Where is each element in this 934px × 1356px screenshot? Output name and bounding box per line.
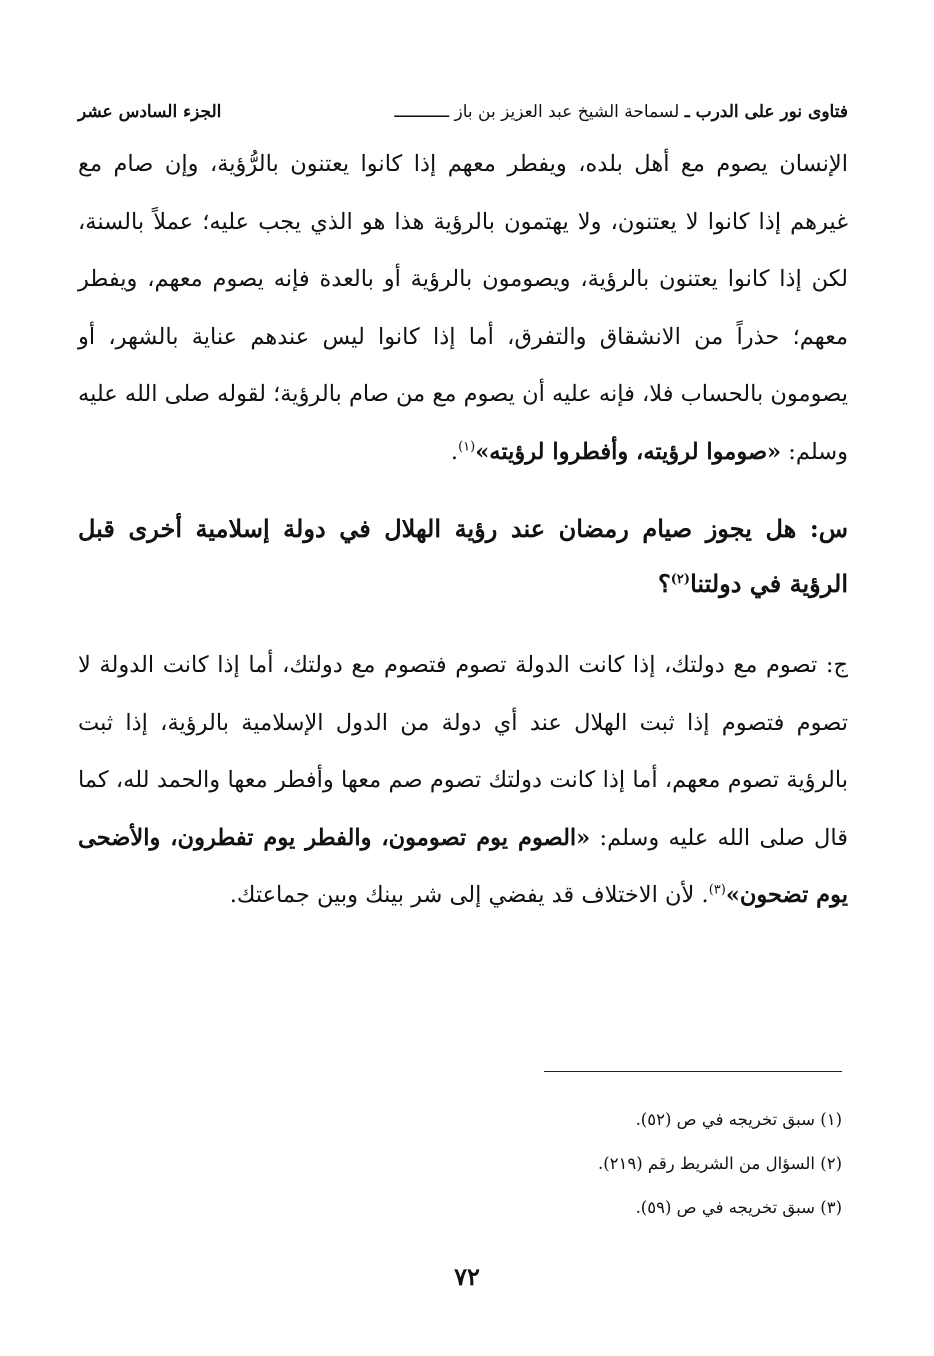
footnote-ref-1: (١) bbox=[458, 439, 476, 454]
footnote-ref-2: (٢) bbox=[670, 572, 691, 587]
footnote-3: (٣) سبق تخريجه في ص (٥٩). bbox=[635, 1198, 842, 1217]
footnote-separator bbox=[544, 1071, 842, 1072]
page-number: ٧٢ bbox=[454, 1262, 480, 1291]
footnote-2: (٢) السؤال من الشريط رقم (٢١٩). bbox=[597, 1154, 842, 1173]
header-author: لسماحة الشيخ عبد العزيز بن باز ـــــــــــ bbox=[394, 102, 685, 122]
running-header bbox=[78, 92, 848, 132]
footnote-1: (١) سبق تخريجه في ص (٥٢). bbox=[635, 1110, 842, 1129]
hadith-quote-2: «الصوم يوم تصومون، والفطر يوم تفطرون، والأضحى يوم تضحون» bbox=[78, 824, 848, 908]
question-text: س: هل يجوز صيام رمضان عند رؤية الهلال في دولة إسلامية أخرى قبل الرؤية في دولتنا bbox=[78, 514, 848, 598]
answer bbox=[78, 637, 848, 925]
answer-text: ج: تصوم مع دولتك، إذا كانت الدولة تصوم فتصوم مع دولتك، أما إذا كانت الدولة لا تصوم فتصوم إذا ثبت الهلال عند أي دولة من الدول الإسلامية بالرؤية، إذا ثبت بالرؤية تصوم معهم، أما إذا كانت دولتك تصوم صم معها وأفطر معها والحمد لله، كما قال صلى الله عليه وسلم: bbox=[78, 652, 849, 851]
paragraph-1: الإنسان يصوم مع أهل بلده، ويفطر معهم إذا كانوا يعتنون بالرُّؤية، وإن صام مع غيرهم إذا كانوا لا يعتنون، ولا يهتمون بالرؤية هذا هو الذي يجب عليه؛ عملاً بالسنة، لكن إذا كانوا يعتنون بالرؤية، ويصومون بالرؤية أو بالعدة فإنه يصوم معهم، ويفطر معهم؛ حذراً من الانشقاق والتفرق، أما إذا كانوا ليس عندهم عناية بالشهر، أو يصومون بالحساب فلا، فإنه عليه أن يصوم مع من صام بالرؤية؛ لقوله صلى الله عليه وسلم: «صوموا لرؤيته، وأفطروا لرؤيته»$^{(١)}$. bbox=[78, 151, 848, 465]
footnote-ref-3: (٣) bbox=[708, 882, 726, 898]
question: س: هل يجوز صيام رمضان عند رؤية الهلال في دولة إسلامية أخرى قبل الرؤية في دولتنا$^{(٢)}$؟ bbox=[78, 514, 848, 598]
paragraph-1-text: الإنسان يصوم مع أهل بلده، ويفطر معهم إذا كانوا يعتنون بالرُّؤية، وإن صام مع غيرهم إذا كانوا لا يعتنون، ولا يهتمون بالرؤية هذا هو الذي يجب عليه؛ عملاً بالسنة، لكن إذا كانوا يعتنون بالرؤية، ويصومون بالرؤية أو بالعدة فإنه يصوم معهم، ويفطر معهم؛ حذراً من الانشقاق والتفرق، أما إذا كانوا ليس عندهم عناية بالشهر، أو يصومون بالحساب فلا، فإنه عليه أن يصوم مع من صام بالرؤية؛ لقوله صلى الله عليه وسلم: bbox=[78, 151, 848, 465]
hadith-quote-1: «صوموا لرؤيته، وأفطروا لرؤيته» bbox=[475, 438, 782, 465]
answer-end: . لأن الاختلاف قد يفضي إلى شر بينك وبين جماعتك. bbox=[229, 882, 709, 908]
header-book-title: فتاوى نور على الدرب ـ لسماحة الشيخ عبد العزيز بن باز ـــــــــــ bbox=[394, 102, 848, 122]
header-volume: الجزء السادس عشر bbox=[78, 102, 222, 122]
page-body bbox=[78, 92, 848, 925]
footnotes bbox=[598, 1098, 842, 1230]
